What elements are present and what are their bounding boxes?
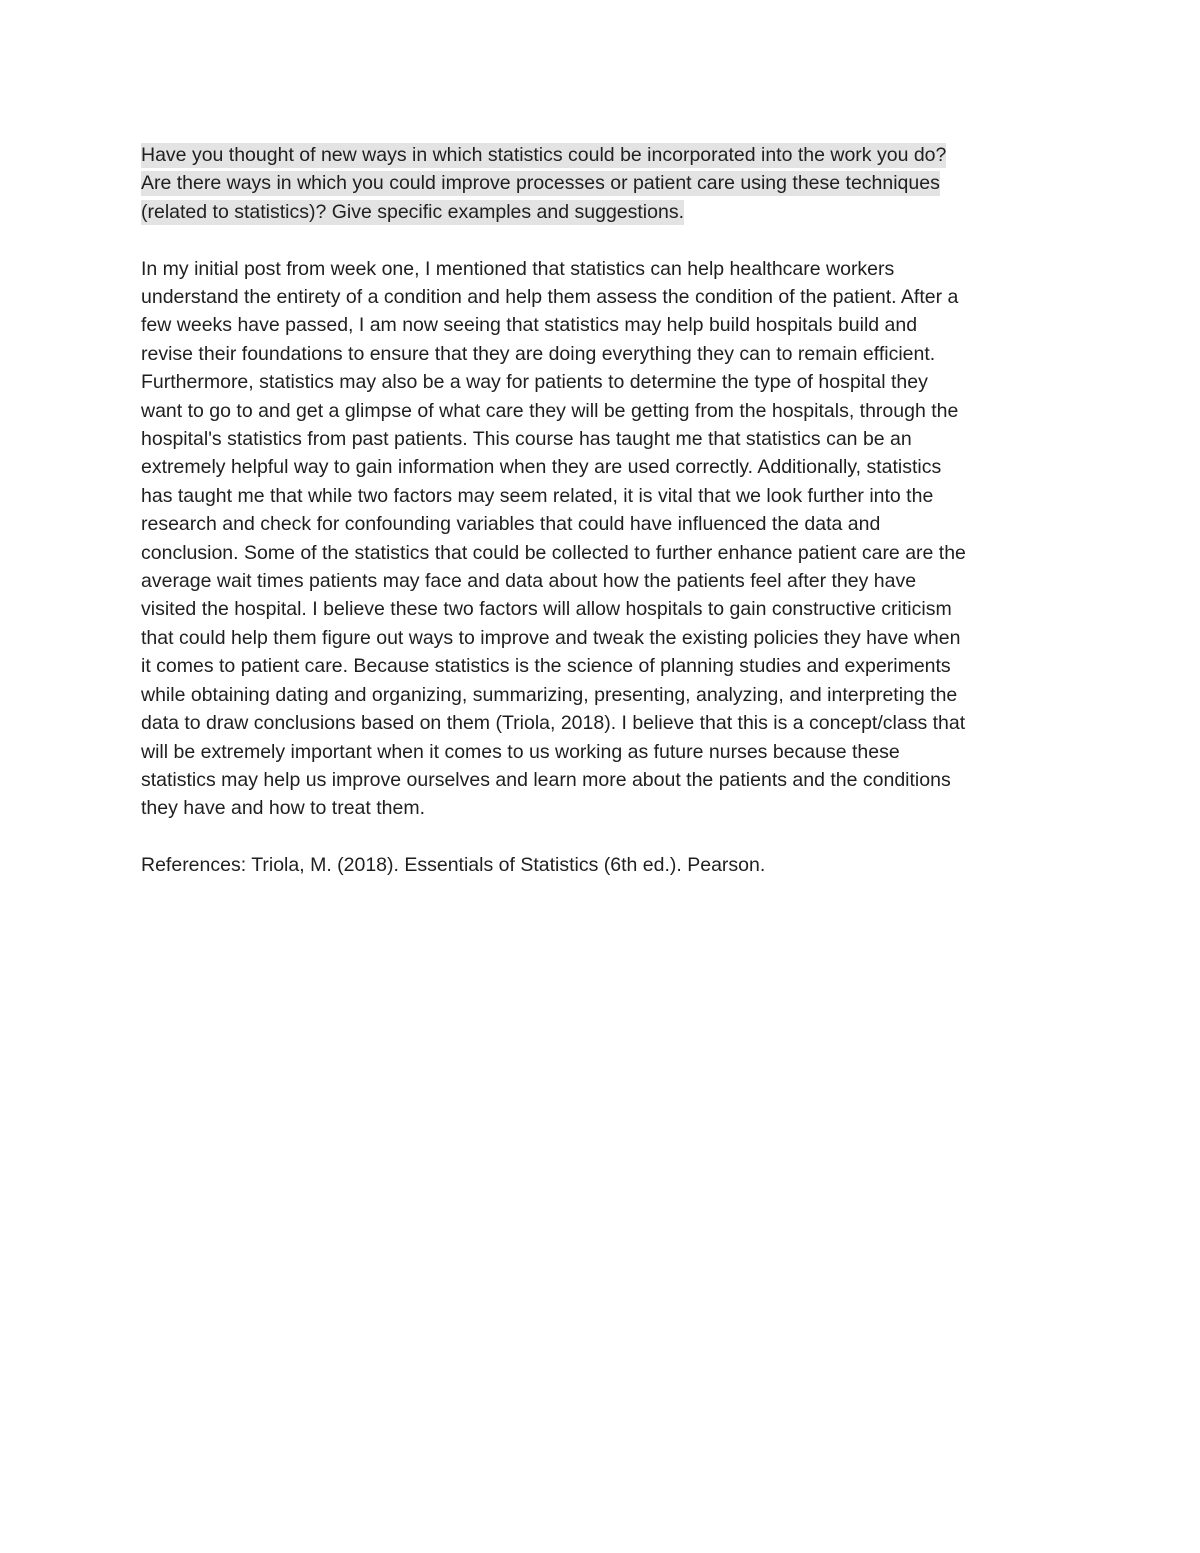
answer-line: revise their foundations to ensure that they are doing everything they can to remain efficient.	[141, 342, 936, 365]
answer-line: while obtaining dating and organizing, summarizing, presenting, analyzing, and interpreting the	[141, 683, 958, 706]
answer-line: they have and how to treat them.	[141, 797, 426, 820]
answer-line: want to go to and get a glimpse of what care they will be getting from the hospitals, through the	[141, 399, 959, 422]
question-line	[141, 198, 1061, 226]
question-line	[141, 169, 1061, 197]
answer-line: statistics may help us improve ourselves and learn more about the patients and the conditions	[141, 768, 951, 791]
answer-line: that could help them figure out ways to improve and tweak the existing policies they have when	[141, 626, 961, 649]
answer-line: hospital's statistics from past patients. This course has taught me that statistics can be an	[141, 428, 912, 451]
document-body	[141, 141, 1061, 880]
answer-line: understand the entirety of a condition and help them assess the condition of the patient. After a	[141, 286, 959, 309]
references-line: References: Triola, M. (2018). Essentials of Statistics (6th ed.). Pearson.	[141, 854, 766, 877]
answer-line: average wait times patients may face and data about how the patients feel after they have	[141, 570, 917, 593]
answer-line: data to draw conclusions based on them (Triola, 2018). I believe that this is a concept/class that	[141, 712, 966, 735]
answer-line: In my initial post from week one, I mentioned that statistics can help healthcare workers	[141, 257, 895, 280]
answer-line: Furthermore, statistics may also be a way for patients to determine the type of hospital they	[141, 371, 928, 394]
answer-line: it comes to patient care. Because statistics is the science of planning studies and experiments	[141, 655, 951, 678]
answer-paragraph	[141, 255, 1061, 823]
answer-line: few weeks have passed, I am now seeing that statistics may help build hospitals build and	[141, 314, 918, 337]
paragraph-spacer	[141, 823, 1061, 851]
answer-line: has taught me that while two factors may seem related, it is vital that we look further into the	[141, 484, 934, 507]
paragraph-spacer	[141, 226, 1061, 254]
answer-line: research and check for confounding variables that could have influenced the data and	[141, 513, 881, 536]
question-line	[141, 141, 1061, 169]
answer-line: visited the hospital. I believe these two factors will allow hospitals to gain constructive criticism	[141, 598, 952, 621]
highlighted-text: Have you thought of new ways in which statistics could be incorporated into the work you do?	[141, 144, 947, 166]
references-paragraph	[141, 851, 1061, 879]
highlighted-text: Are there ways in which you could improve processes or patient care using these techniques	[141, 172, 940, 195]
question-paragraph	[141, 141, 1061, 226]
highlighted-text: (related to statistics)? Give specific examples and suggestions.	[141, 200, 685, 223]
answer-line: extremely helpful way to gain information when they are used correctly. Additionally, statistics	[141, 456, 942, 479]
answer-line: conclusion. Some of the statistics that could be collected to further enhance patient care are the	[141, 541, 966, 564]
answer-line: will be extremely important when it comes to us working as future nurses because these	[141, 740, 900, 763]
